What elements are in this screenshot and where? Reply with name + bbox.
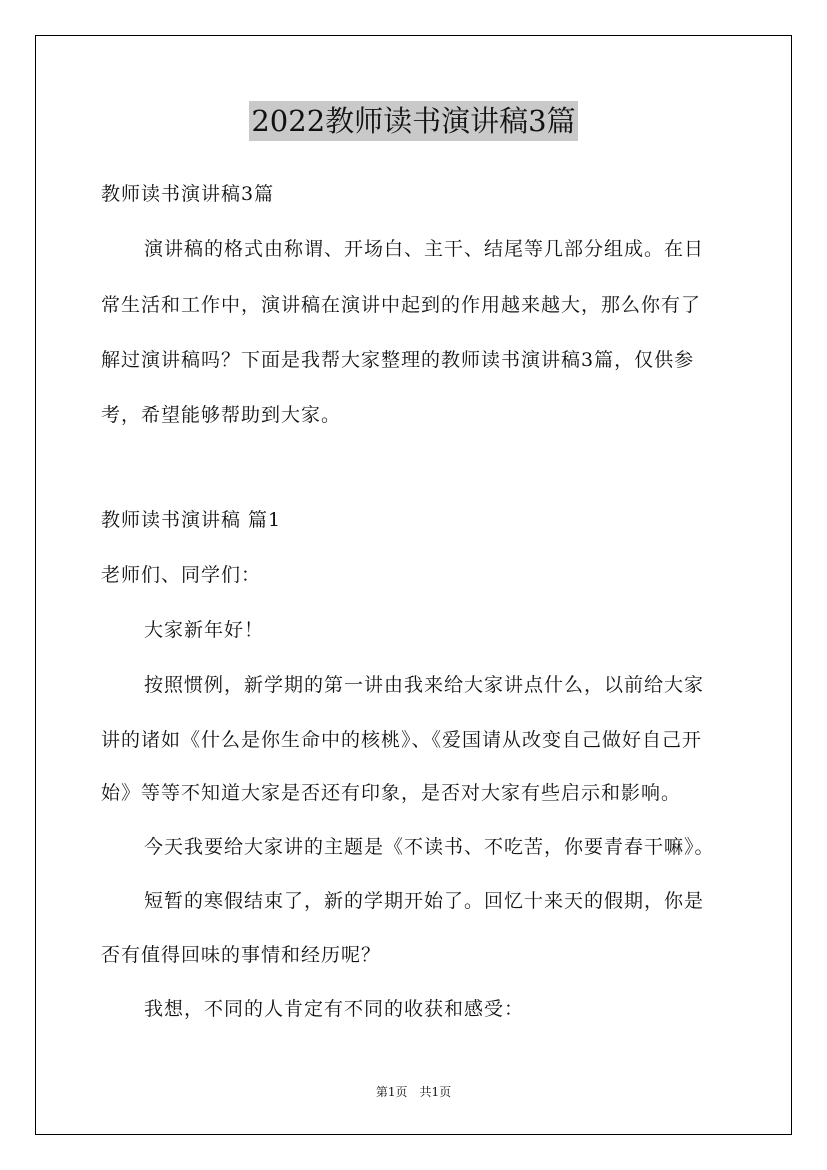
body-paragraph-line: 讲的诸如《什么是你生命中的核桃》、《爱国请从改变自己做好自己开: [101, 729, 703, 751]
document-subtitle: 教师读书演讲稿3篇: [101, 183, 275, 205]
body-paragraph-line: 我想，不同的人肯定有不同的收获和感受：: [144, 998, 525, 1020]
body-paragraph-line: 今天我要给大家讲的主题是《不读书、不吃苦，你要青春干嘛》。: [144, 836, 715, 858]
page-footer: 第1页 共1页: [375, 1085, 452, 1099]
body-paragraph-line: 否有值得回味的事情和经历呢？: [101, 944, 382, 966]
title-container: [0, 101, 827, 141]
document-title: 2022教师读书演讲稿3篇: [249, 101, 577, 141]
intro-paragraph-line: 考，希望能够帮助到大家。: [101, 404, 342, 426]
salutation: 老师们、同学们：: [101, 564, 262, 586]
body-paragraph-line: 按照惯例，新学期的第一讲由我来给大家讲点什么，以前给大家: [144, 674, 705, 696]
intro-paragraph-line: 常生活和工作中，演讲稿在演讲中起到的作用越来越大，那么你有了: [101, 294, 702, 316]
body-paragraph-line: 短暂的寒假结束了，新的学期开始了。回忆十来天的假期，你是: [144, 890, 705, 912]
greeting: 大家新年好！: [144, 619, 265, 641]
intro-paragraph-line: 演讲稿的格式由称谓、开场白、主干、结尾等几部分组成。在日: [144, 238, 705, 260]
body-paragraph-line: 始》等等不知道大家是否还有印象，是否对大家有些启示和影响。: [101, 782, 682, 804]
section-heading: 教师读书演讲稿 篇1: [101, 509, 282, 531]
intro-paragraph-line: 解过演讲稿吗？下面是我帮大家整理的教师读书演讲稿3篇，仅供参: [101, 349, 695, 371]
